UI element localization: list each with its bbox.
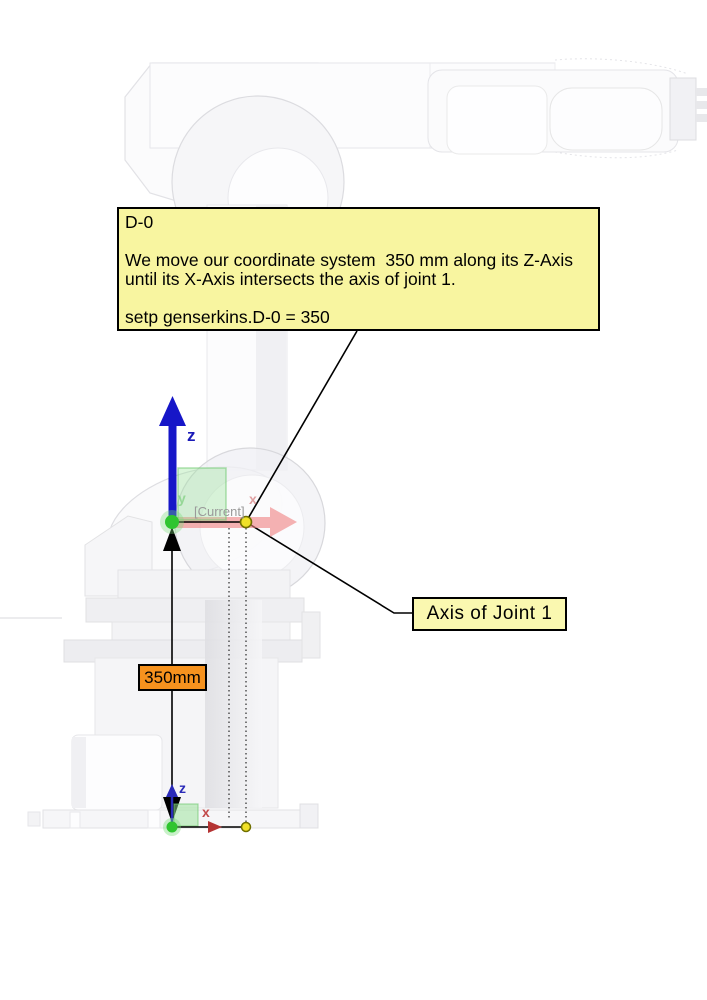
origin-point — [165, 515, 179, 529]
dimension-label: 350mm — [138, 664, 207, 691]
current-frame-x-label: x — [249, 491, 257, 507]
callout-command: setp genserkins.D-0 = 350 — [125, 307, 330, 327]
current-frame-z-label: z — [187, 426, 196, 445]
current-frame-y-label: y — [178, 490, 186, 506]
base-frame-z-label: z — [179, 780, 186, 796]
callout-title: D-0 — [125, 212, 154, 232]
callout-body-line1: We move our coordinate system 350 mm along its Z-Axis — [125, 250, 574, 270]
callout-body-line2: until its X-Axis intersects the axis of joint 1. — [125, 269, 456, 289]
base-joint-axis-marker — [242, 823, 251, 832]
base-frame-x-label: x — [202, 804, 210, 820]
robot-illustration — [0, 59, 707, 828]
current-frame-name-label: [Current] — [194, 504, 245, 519]
callout-d0 — [117, 207, 600, 331]
base-origin-point — [167, 822, 178, 833]
joint-axis-label: Axis of Joint 1 — [412, 597, 567, 631]
